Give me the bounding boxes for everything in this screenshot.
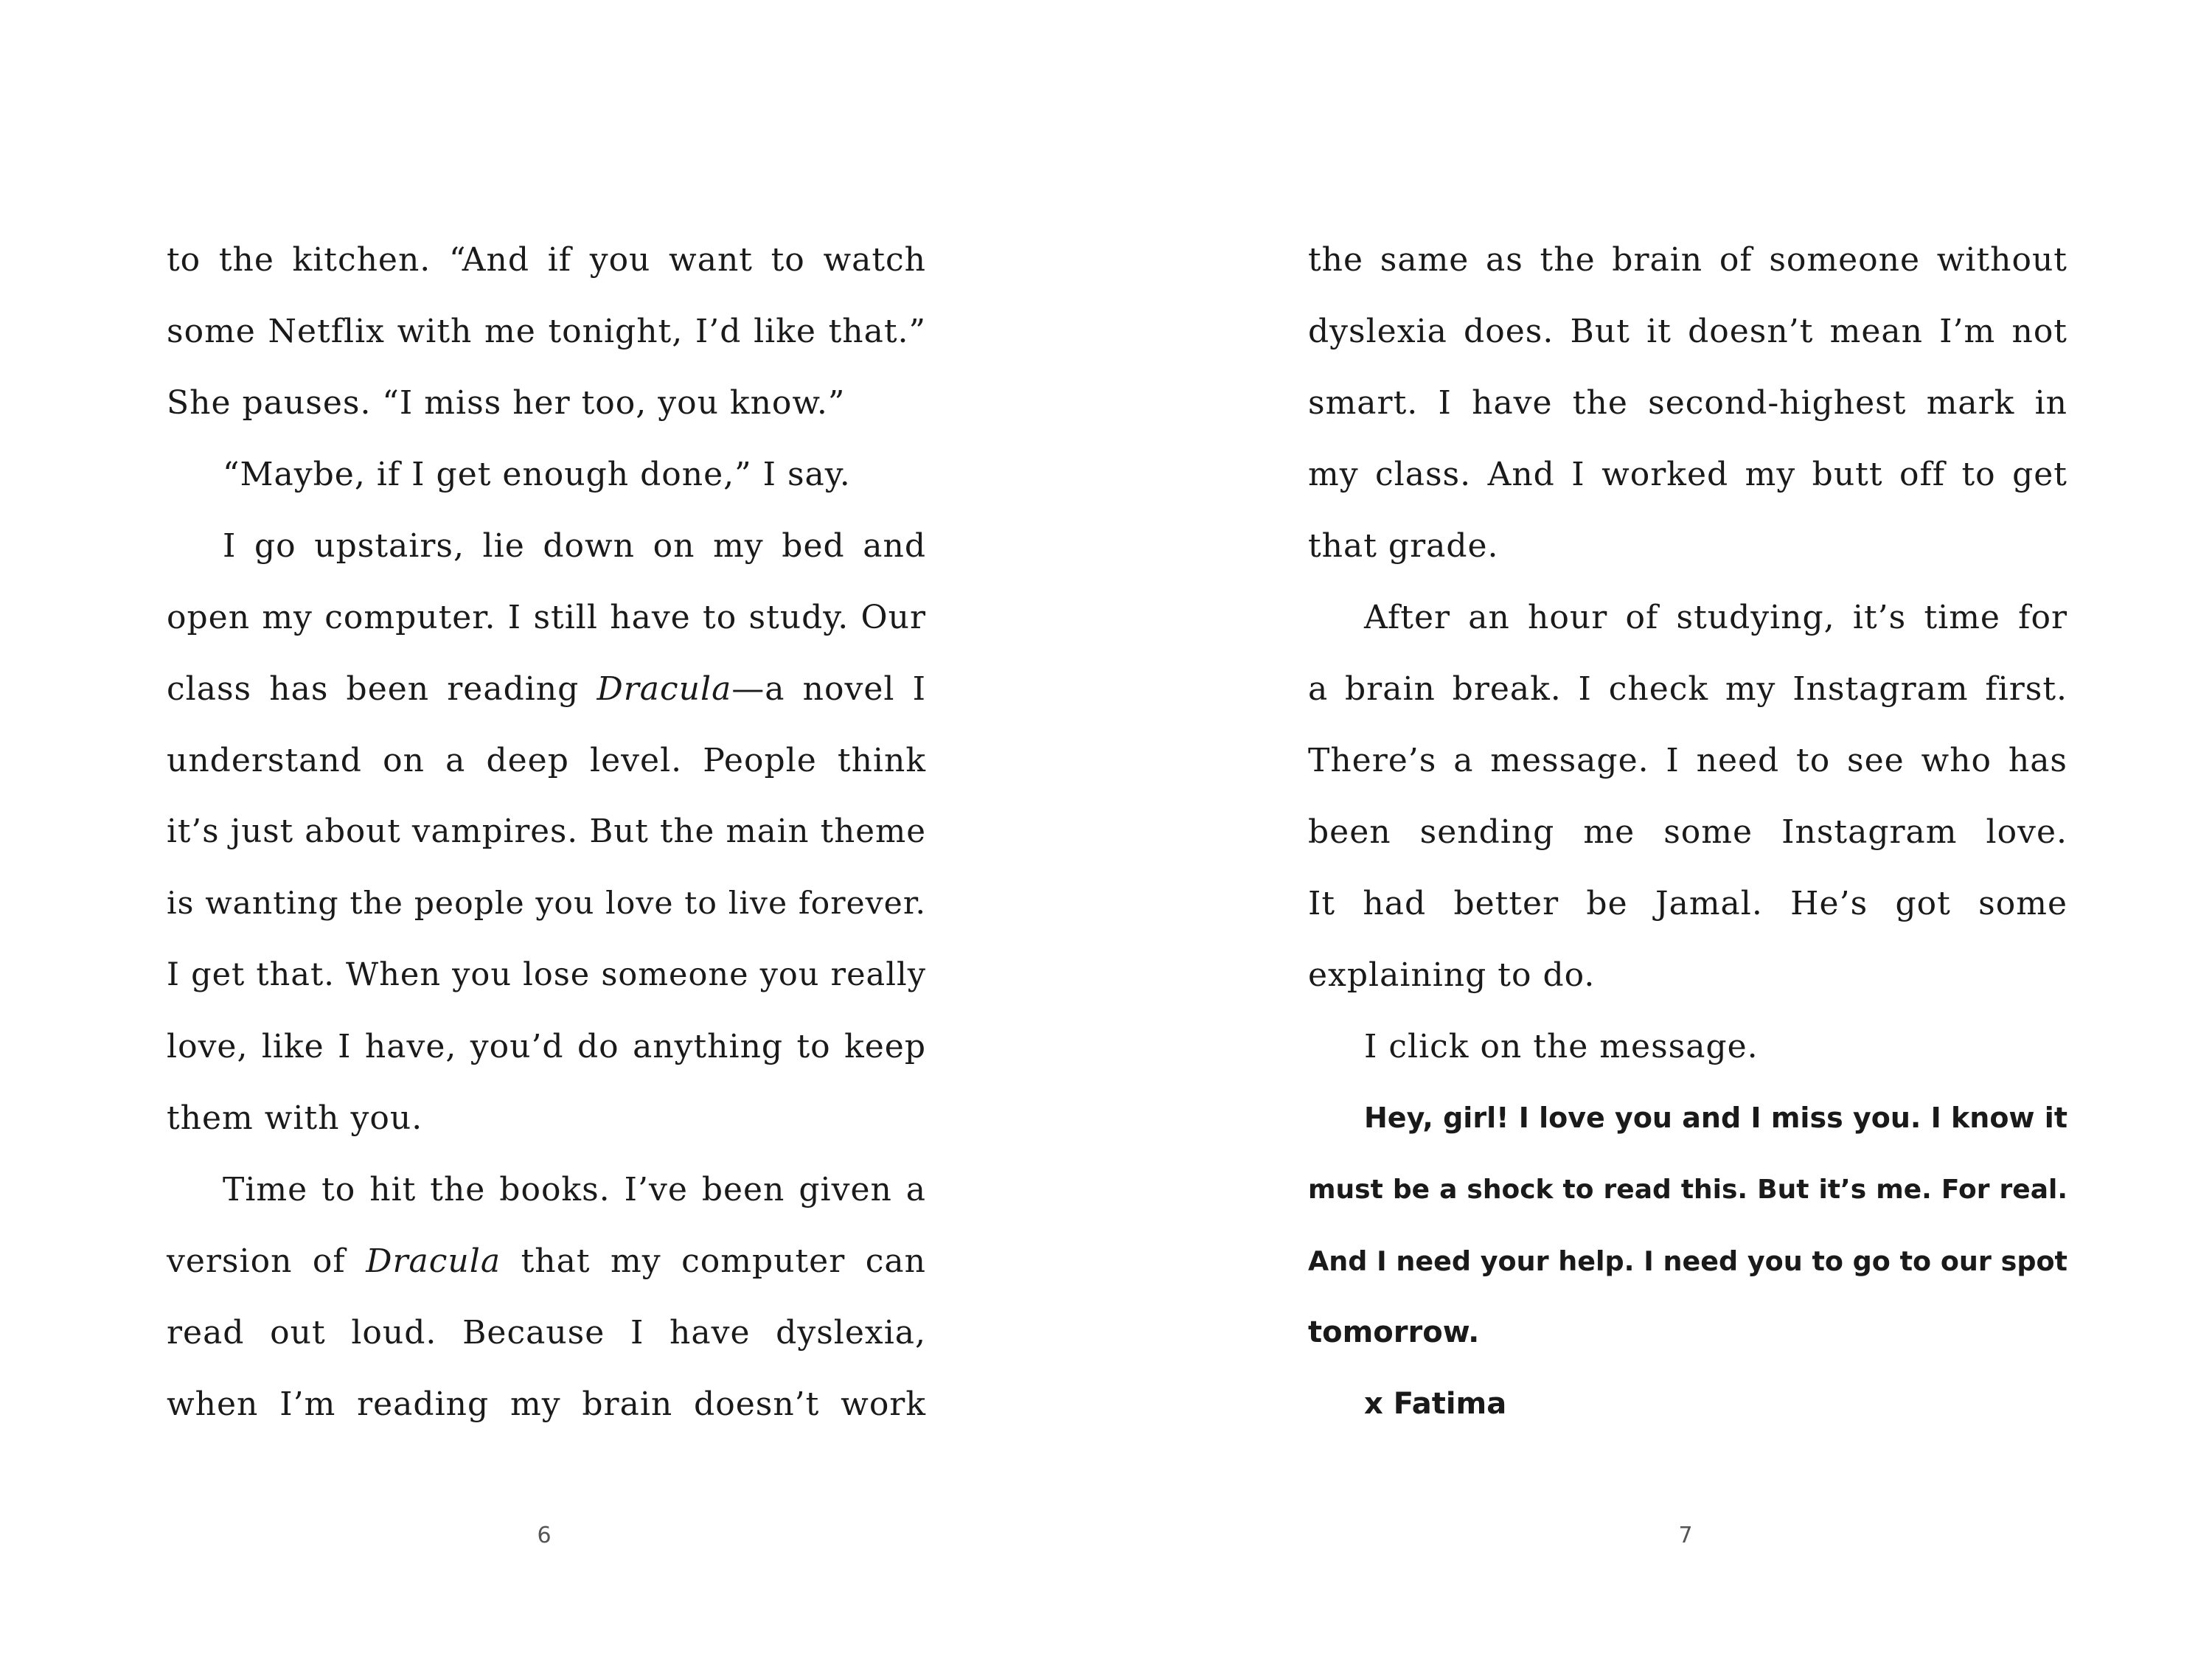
message-line: Hey, girl! I love you and I miss you. I know it (1364, 1102, 2067, 1134)
text-line: dyslexia does. But it doesn’t mean I’m not (1308, 313, 2067, 350)
text-line: I go upstairs, lie down on my bed and (223, 527, 926, 565)
right-page-text (1308, 224, 2067, 1440)
message-signature: x Fatima (1364, 1387, 1507, 1421)
text-line: open my computer. I still have to study. Our (167, 599, 926, 636)
text-line (167, 653, 926, 725)
text-line: it’s just about vampires. But the main theme (167, 813, 926, 850)
instagram-message (1308, 1082, 2067, 1440)
text-fragment: —a novel I (731, 670, 926, 708)
text-line: understand on a deep level. People think (167, 742, 926, 779)
text-line: Time to hit the books. I’ve been given a (223, 1171, 926, 1208)
text-line: “Maybe, if I get enough done,” I say. (223, 456, 851, 493)
text-line (167, 1225, 926, 1297)
text-line: my class. And I worked my butt off to get (1308, 456, 2067, 493)
book-title: Dracula (366, 1242, 501, 1280)
text-line: been sending me some Instagram love. (1308, 813, 2067, 851)
text-line: She pauses. “I miss her too, you know.” (167, 384, 846, 422)
text-line: There’s a message. I need to see who has (1308, 742, 2067, 779)
text-line: explaining to do. (1308, 956, 1596, 994)
text-fragment: class has been reading (167, 670, 597, 708)
text-line: when I’m reading my brain doesn’t work (167, 1385, 926, 1423)
page-number: 6 (537, 1523, 552, 1548)
text-line: read out loud. Because I have dyslexia, (167, 1314, 926, 1352)
text-line: I get that. When you lose someone you really (167, 956, 926, 993)
text-line: smart. I have the second-highest mark in (1308, 384, 2067, 422)
text-line: to the kitchen. “And if you want to watch (167, 241, 926, 279)
left-page-text (167, 224, 926, 1440)
text-line: is wanting the people you love to live forever. (167, 886, 926, 922)
text-line: After an hour of studying, it’s time for (1364, 599, 2067, 636)
text-line: them with you. (167, 1099, 423, 1137)
text-line: some Netflix with me tonight, I’d like that.” (167, 313, 926, 350)
message-line: tomorrow. (1308, 1315, 1480, 1349)
message-line: And I need your help. I need you to go to our spot (1308, 1245, 2067, 1277)
text-line: that grade. (1308, 527, 1499, 565)
page-number: 7 (1678, 1523, 1693, 1548)
text-line: a brain break. I check my Instagram first. (1308, 670, 2067, 708)
text-line: It had better be Jamal. He’s got some (1308, 885, 2067, 922)
text-line: I click on the message. (1364, 1028, 1759, 1065)
text-line: the same as the brain of someone without (1308, 241, 2067, 279)
text-fragment: version of (167, 1242, 366, 1280)
message-line: must be a shock to read this. But it’s me. For real. (1308, 1175, 2067, 1205)
text-line: love, like I have, you’d do anything to keep (167, 1028, 926, 1065)
text-fragment: that my computer can (501, 1242, 926, 1280)
right-page (1106, 0, 2212, 1659)
book-title: Dracula (597, 670, 732, 708)
